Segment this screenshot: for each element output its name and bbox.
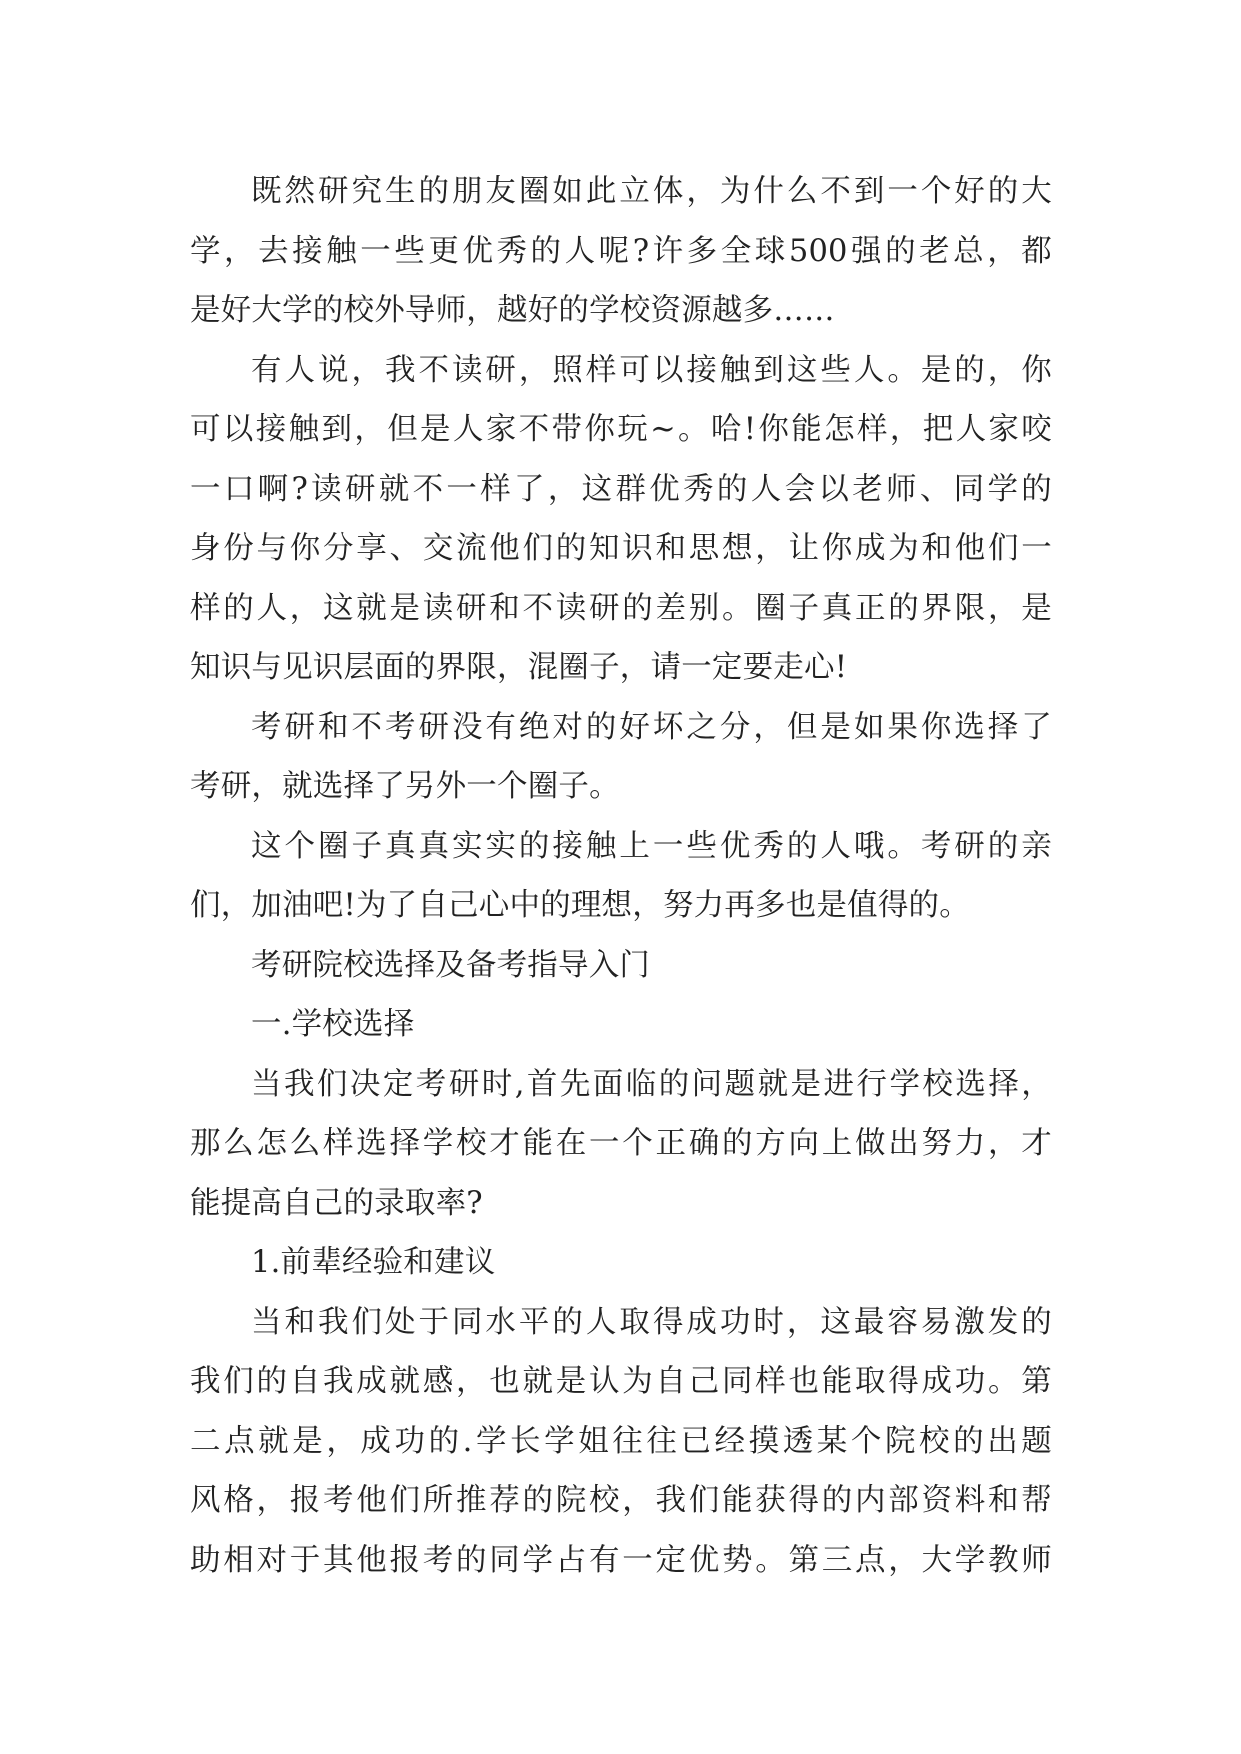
- paragraph-this-circle: [190, 817, 1052, 936]
- section-heading-school-selection-guide: [190, 936, 1052, 996]
- text-line: 有人说，我不读研，照样可以接触到这些人。是的，你: [251, 352, 1052, 388]
- text-line: 可以接触到，但是人家不带你玩~。哈!你能怎样，把人家咬: [190, 412, 1052, 447]
- text-line: 当我们决定考研时,首先面临的问题就是进行学校选择，: [251, 1066, 1052, 1102]
- text-line: 当和我们处于同水平的人取得成功时，这最容易激发的: [251, 1304, 1052, 1340]
- text-line: 一口啊?读研就不一样了，这群优秀的人会以老师、同学的: [190, 471, 1052, 507]
- heading-text: 考研院校选择及备考指导入门: [251, 947, 651, 983]
- text-line: 二点就是，成功的.学长学姐往往已经摸透某个院校的出题: [190, 1423, 1052, 1459]
- text-line: 们，加油吧!为了自己心中的理想，努力再多也是值得的。: [190, 888, 970, 923]
- heading-text: 1.前辈经验和建议: [251, 1245, 496, 1280]
- text-line: 这个圈子真真实实的接触上一些优秀的人哦。考研的亲: [251, 828, 1052, 864]
- paragraph-someone-says: [190, 341, 1052, 698]
- text-line: 是好大学的校外导师，越好的学校资源越多……: [190, 293, 835, 328]
- text-line: 考研，就选择了另外一个圈子。: [190, 769, 620, 804]
- text-line: 我们的自我成就感，也就是认为自己同样也能取得成功。第: [190, 1364, 1052, 1399]
- text-line: 助相对于其他报考的同学占有一定优势。第三点，大学教师: [190, 1542, 1052, 1578]
- text-line: 那么怎么样选择学校才能在一个正确的方向上做出努力，才: [190, 1126, 1052, 1161]
- text-line: 身份与你分享、交流他们的知识和思想，让你成为和他们一: [190, 531, 1052, 566]
- text-line: 既然研究生的朋友圈如此立体，为什么不到一个好的大: [251, 174, 1052, 209]
- text-line: 风格，报考他们所推荐的院校，我们能获得的内部资料和帮: [190, 1483, 1052, 1518]
- heading-text: 一.学校选择: [251, 1007, 415, 1042]
- text-line: 考研和不考研没有绝对的好坏之分，但是如果你选择了: [251, 709, 1052, 745]
- text-line: 知识与见识层面的界限，混圈子，请一定要走心!: [190, 650, 848, 685]
- paragraph-peer-success: [190, 1293, 1052, 1591]
- text-line: 能提高自己的录取率?: [190, 1185, 483, 1221]
- paragraph-grad-friends-circle: [190, 162, 1052, 341]
- paragraph-when-deciding: [190, 1055, 1052, 1234]
- document-body: [190, 162, 1052, 1590]
- text-line: 样的人，这就是读研和不读研的差别。圈子真正的界限，是: [190, 590, 1052, 626]
- subheading-senior-advice: [190, 1233, 1052, 1293]
- text-line: 学，去接触一些更优秀的人呢?许多全球500强的老总，都: [190, 233, 1052, 269]
- subheading-school-selection: [190, 995, 1052, 1055]
- paragraph-good-or-bad: [190, 698, 1052, 817]
